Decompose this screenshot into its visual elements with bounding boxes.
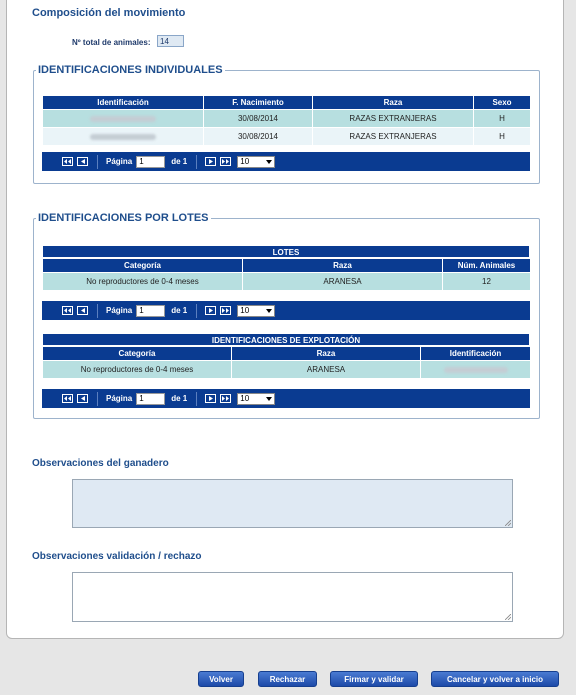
total-animales-field[interactable]: 14 bbox=[157, 35, 184, 47]
observaciones-validacion-title: Observaciones validación / rechazo bbox=[32, 551, 202, 562]
individuales-table bbox=[42, 95, 531, 146]
table-header-row bbox=[43, 259, 531, 273]
first-page-icon bbox=[64, 396, 71, 401]
pager-separator bbox=[97, 304, 98, 318]
rechazar-button[interactable]: Rechazar bbox=[258, 671, 317, 687]
first-page-button[interactable] bbox=[62, 306, 73, 315]
pager-separator bbox=[196, 304, 197, 318]
observaciones-ganadero-title: Observaciones del ganadero bbox=[32, 458, 169, 469]
next-page-icon bbox=[209, 396, 213, 401]
lotes-table bbox=[42, 258, 531, 291]
column-header-raza[interactable]: Raza bbox=[243, 259, 443, 273]
last-page-icon bbox=[222, 396, 229, 401]
pager-explotacion bbox=[42, 389, 530, 408]
prev-page-button[interactable] bbox=[77, 394, 88, 403]
table-header-row bbox=[43, 96, 531, 110]
pager-separator bbox=[97, 392, 98, 406]
page-label: Página bbox=[106, 306, 133, 315]
table-row[interactable] bbox=[43, 361, 531, 379]
next-page-icon bbox=[209, 308, 213, 313]
prev-page-button[interactable] bbox=[77, 157, 88, 166]
table-row[interactable] bbox=[43, 128, 531, 146]
column-header-sexo[interactable]: Sexo bbox=[474, 96, 531, 110]
last-page-button[interactable] bbox=[220, 306, 231, 315]
page-number-input[interactable]: 1 bbox=[136, 305, 165, 317]
fecha-cell: 30/08/2014 bbox=[204, 128, 313, 146]
categoria-cell: No reproductores de 0-4 meses bbox=[43, 273, 243, 291]
num-animales-cell: 12 bbox=[443, 273, 531, 291]
raza-cell: ARANESA bbox=[232, 361, 421, 379]
last-page-button[interactable] bbox=[220, 157, 231, 166]
page-number-input[interactable]: 1 bbox=[136, 393, 165, 405]
last-page-icon bbox=[222, 159, 229, 164]
last-page-button[interactable] bbox=[220, 394, 231, 403]
chevron-down-icon bbox=[266, 309, 272, 313]
page-count-label: de 1 bbox=[171, 306, 188, 315]
explotacion-caption: IDENTIFICACIONES DE EXPLOTACIÓN bbox=[42, 333, 530, 346]
pager-lotes bbox=[42, 301, 530, 320]
column-header-fecha[interactable]: F. Nacimiento bbox=[204, 96, 313, 110]
pager-separator bbox=[97, 155, 98, 169]
chevron-down-icon bbox=[266, 397, 272, 401]
first-page-button[interactable] bbox=[62, 394, 73, 403]
next-page-button[interactable] bbox=[205, 306, 216, 315]
identificacion-cell bbox=[43, 110, 204, 128]
first-page-icon bbox=[64, 308, 71, 313]
page-size-value: 10 bbox=[240, 393, 250, 403]
individuales-legend: IDENTIFICACIONES INDIVIDUALES bbox=[38, 64, 223, 76]
page-label: Página bbox=[106, 157, 133, 166]
explotacion-table bbox=[42, 346, 531, 379]
redacted-value bbox=[444, 367, 508, 373]
identificacion-cell bbox=[421, 361, 531, 379]
redacted-value bbox=[90, 134, 156, 140]
prev-page-button[interactable] bbox=[77, 306, 88, 315]
page-size-select[interactable] bbox=[237, 393, 275, 405]
first-page-button[interactable] bbox=[62, 157, 73, 166]
last-page-icon bbox=[222, 308, 229, 313]
lotes-legend: IDENTIFICACIONES POR LOTES bbox=[38, 212, 209, 224]
page-label: Página bbox=[106, 394, 133, 403]
page-number-input[interactable]: 1 bbox=[136, 156, 165, 168]
page-size-select[interactable] bbox=[237, 305, 275, 317]
next-page-button[interactable] bbox=[205, 394, 216, 403]
table-row[interactable] bbox=[43, 110, 531, 128]
resize-handle-icon[interactable] bbox=[505, 614, 511, 620]
observaciones-validacion-textarea[interactable] bbox=[72, 572, 513, 622]
table-header-row bbox=[43, 347, 531, 361]
total-animales-label: Nº total de animales: bbox=[72, 38, 151, 47]
column-header-raza[interactable]: Raza bbox=[313, 96, 474, 110]
volver-button[interactable]: Volver bbox=[198, 671, 244, 687]
column-header-num-animales[interactable]: Núm. Animales bbox=[443, 259, 531, 273]
raza-cell: RAZAS EXTRANJERAS bbox=[313, 110, 474, 128]
pager-separator bbox=[196, 392, 197, 406]
lotes-caption: LOTES bbox=[42, 245, 530, 258]
firmar-validar-button[interactable]: Firmar y validar bbox=[330, 671, 418, 687]
column-header-raza[interactable]: Raza bbox=[232, 347, 421, 361]
column-header-categoria[interactable]: Categoría bbox=[43, 347, 232, 361]
pager-separator bbox=[196, 155, 197, 169]
pager-individuales bbox=[42, 152, 530, 171]
first-page-icon bbox=[64, 159, 71, 164]
observaciones-ganadero-textarea[interactable] bbox=[72, 479, 513, 528]
next-page-button[interactable] bbox=[205, 157, 216, 166]
page-count-label: de 1 bbox=[171, 394, 188, 403]
chevron-down-icon bbox=[266, 160, 272, 164]
raza-cell: RAZAS EXTRANJERAS bbox=[313, 128, 474, 146]
table-row[interactable] bbox=[43, 273, 531, 291]
identificacion-cell bbox=[43, 128, 204, 146]
prev-page-icon bbox=[81, 396, 85, 401]
sexo-cell: H bbox=[474, 110, 531, 128]
sexo-cell: H bbox=[474, 128, 531, 146]
raza-cell: ARANESA bbox=[243, 273, 443, 291]
page-size-value: 10 bbox=[240, 156, 250, 166]
page-size-value: 10 bbox=[240, 305, 250, 315]
prev-page-icon bbox=[81, 308, 85, 313]
fecha-cell: 30/08/2014 bbox=[204, 110, 313, 128]
redacted-value bbox=[90, 116, 156, 122]
cancelar-volver-inicio-button[interactable]: Cancelar y volver a inicio bbox=[431, 671, 559, 687]
page-count-label: de 1 bbox=[171, 157, 188, 166]
categoria-cell: No reproductores de 0-4 meses bbox=[43, 361, 232, 379]
column-header-identificacion[interactable]: Identificación bbox=[421, 347, 531, 361]
section-title-composicion: Composición del movimiento bbox=[32, 7, 186, 19]
resize-handle-icon[interactable] bbox=[505, 520, 511, 526]
next-page-icon bbox=[209, 159, 213, 164]
column-header-identificacion[interactable]: Identificación bbox=[43, 96, 204, 110]
prev-page-icon bbox=[81, 159, 85, 164]
column-header-categoria[interactable]: Categoría bbox=[43, 259, 243, 273]
page-size-select[interactable] bbox=[237, 156, 275, 168]
